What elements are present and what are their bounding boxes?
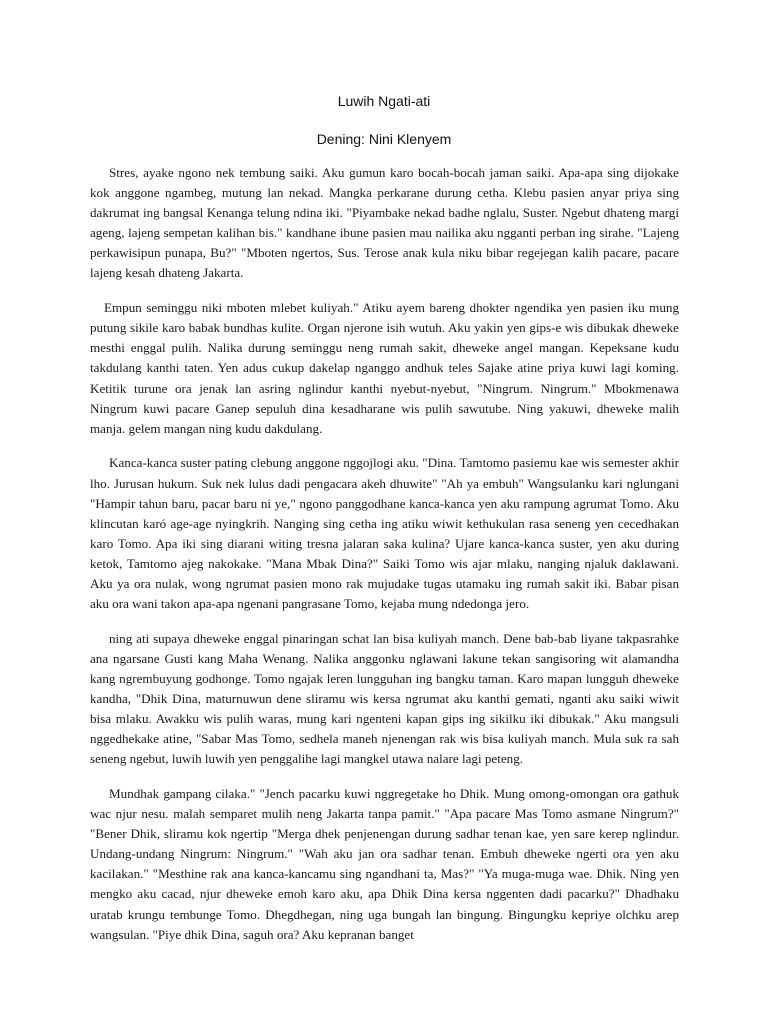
paragraph: Kanca-kanca suster pating clebung anggone nggojlogi aku. "Dina. Tamtomo pasiemu kae wis semester akhir lho. Jurusan hukum. Suk nek lulus dadi pengacara akeh dhuwite" "Ah ya embuh" Wangsulanku kari nglungani "Hampir tahun baru, pacar baru ni ye," ngono panggodhane kanca-kanca yen aku rampung agrumat Tomo. Aku klincutan karó age-age nyingkrih. Nanging sing cetha ing atiku wiwit kethukulan rasa seneng yen cecedhakan karo Tomo. Apa iki sing diarani witing tresna jalaran saka kulina? Ujare kanca-kanca suster, yen aku during ketok, Tamtomo ajeg nakokake. "Mana Mbak Dina?" Saiki Tomo wis ajar mlaku, nanging njaluk daklawani. Aku ya ora nulak, wong ngrumat pasien mono rak mujudake tugas utamaku ing rumah sakit iki. Babar pisan aku ora wani takon apa-apa ngenani pangrasane Tomo, kejaba mung ndedonga jero. <box>90 455 679 612</box>
document-title: Luwih Ngati-ati <box>337 93 431 109</box>
paragraph: Empun seminggu niki mboten mlebet kuliyah." Atiku ayem bareng dhokter ngendika yen pasien iku mung putung sikile karo babak bundhas kulite. Organ njerone isih wutuh. Aku yakin yen gips-e wis dibukak dheweke mesthi enggal pulih. Nalika durung seminggu neng rumah sakit, dheweke angel mangan. Kepeksane kudu takdulang kanthi taten. Yen adus cukup dakelap nganggo andhuk teles Sajake atine priya kuwi lagi koming. Ketitik turune ora jenak lan asring nglindur kanthi nyebut-nyebut, "Ningrum. Ningrum." Mbokmenawa Ningrum kuwi pacare Ganep sepuluh dina kesadharane wis pulih sawutube. Ning yakuwi, dheweke malih manja. gelem mangan ning kudu dakdulang. <box>90 300 679 436</box>
story-body <box>90 163 679 959</box>
paragraph: ning ati supaya dheweke enggal pinaringan schat lan bisa kuliyah manch. Dene bab-bab liyane takpasrahke ana ngarsane Gusti kang Maha Wenang. Nalika anggonku nglawani lakune tekan sangisoring wit alamandha kang ngrembuyung godhonge. Tomo ngajak leren lungguhan ing bangku taman. Karo mapan lungguh dheweke kandha, "Dhik Dina, maturnuwun dene sliramu wis kersa ngrumat aku kanthi gemati, nganti aku saiki wiwit bisa mlaku. Awakku wis pulih waras, mung kari ngenteni kapan gips ing sikilku iki dibukak." Aku mangsuli nggedhekake atine, "Sabar Mas Tomo, sedhela maneh njenengan rak wis bisa kuliyah manch. Mula suk ra sah seneng ngebut, luwih luwih yen penggalihe lagi mangkel utawa nalare lagi peteng. <box>90 630 679 767</box>
paragraph: Mundhak gampang cilaka." "Jench pacarku kuwi nggregetake ho Dhik. Mung omong-omongan ora gathuk wac njur nesu. malah semparet mulih neng Jakarta tanpa pamit." "Apa pacare Mas Tomo asmane Ningrum?" "Bener Dhik, sliramu kok ngertip "Merga dhek penjenengan durung sadhar tenan kae, yen sare kerep nglindur. Undang-undang Ningrum: Ningrum." "Wah aku jan ora sadhar tenan. Embuh dheweke ngerti ora yen aku kacilakan." "Mesthine rak ana kanca-kancamu sing ngandhani ta, Mas?" "Ya muga-muga wae. Dhik. Ning yen mengko aku cacad, njur dheweke emoh karo aku, apa Dhik Dina kersa nggenten dadi pacarku?" Dhadhaku uratab krungu tembunge Tomo. Dhegdhegan, ning uga bungah lan bingung. Bingungku kepriye olchku arep wangsulan. "Piye dhik Dina, saguh ora? Aku kepranan banget <box>90 786 679 942</box>
paragraph: Stres, ayake ngono nek tembung saiki. Aku gumun karo bocah-bocah jaman saiki. Apa-apa sing dijokake kok anggone ngambeg, mutung lan nekad. Mangka perkarane durung cetha. Klebu pasien anyar priya sing dakrumat ing bangsal Kenanga telung ndina iki. "Piyambake nekad badhe nglalu, Suster. Ngebut dhateng margi ageng, lajeng sempetan kalihan bis." kandhane ibune pasien mau nailika aku ngganti perban ing sirahe. "Lajeng perkawisipun punapa, Bu?" "Mboten ngertos, Sus. Terose anak kula niku bibar regejegan kalih pacare, pacare lajeng kesah dhateng Jakarta. <box>90 165 679 281</box>
author-line: Dening: Nini Klenyem <box>316 131 452 147</box>
